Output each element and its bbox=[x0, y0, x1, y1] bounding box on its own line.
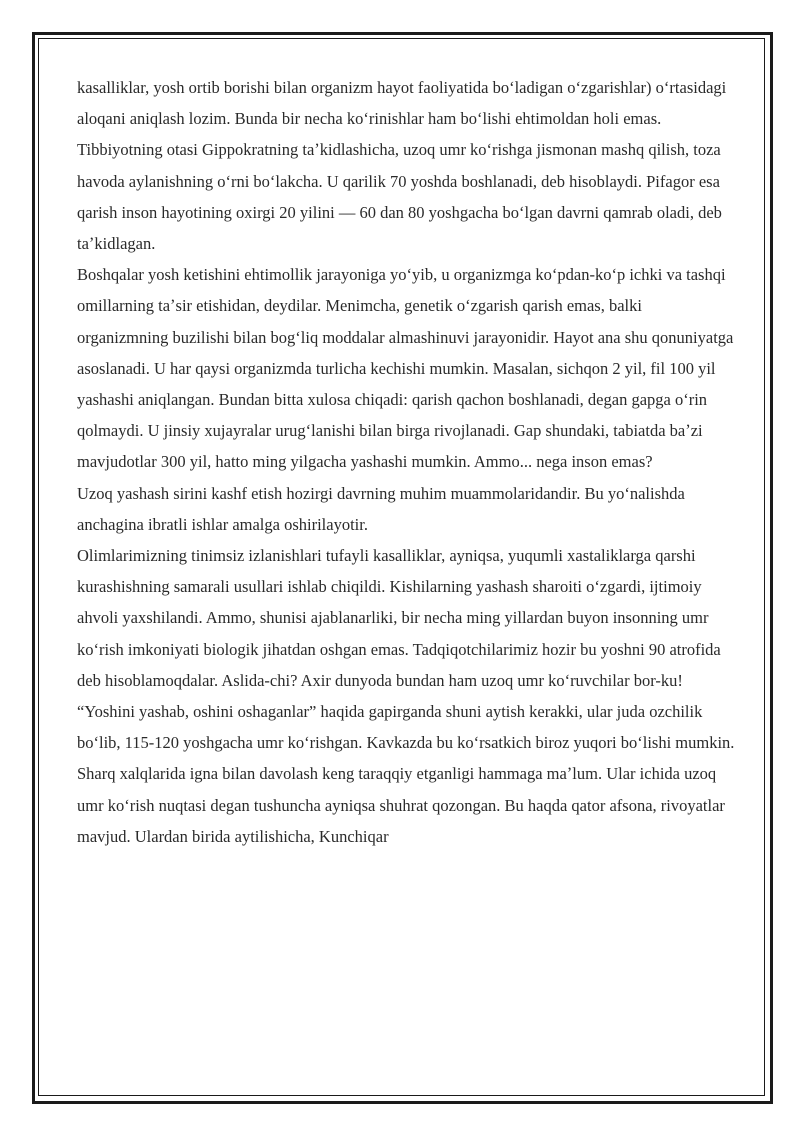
paragraph: Boshqalar yosh ketishini ehtimollik jarayoniga yoʻyib, u organizmga koʻpdan-koʻp ichki va tashqi omillarning taʼsir etishidan, deydilar. Menimcha, genetik oʻzgarish qarish emas, balki organizmning buzilishi bilan bogʻliq moddalar almashinuvi jarayonidir. Hayot ana shu qonuniyatga asoslanadi. U har qaysi organizmda turlicha kechishi mumkin. Masalan, sichqon 2 yil, fil 100 yil yashashi aniqlangan. Bundan bitta xulosa chiqadi: qarish qachon boshlanadi, degan gapga oʻrin qolmaydi. U jinsiy xujayralar urugʻlanishi bilan birga rivojlanadi. Gap shundaki, tabiatda baʼzi mavjudotlar 300 yil, hatto ming yilgacha yashashi mumkin. Ammo... nega inson emas? bbox=[77, 265, 734, 472]
paragraph: Olimlarimizning tinimsiz izlanishlari tufayli kasalliklar, ayniqsa, yuqumli xastaliklarga qarshi kurashishning samarali usullari ishlab chiqildi. Kishilarning yashash sharoiti oʻzgardi, ijtimoiy ahvoli yaxshilandi. Ammo, shunisi ajablanarliki, bir necha ming yillardan buyon insonning umr koʻrish imkoniyati biologik jihatdan oshgan emas. Tadqiqotchilarimiz hozir bu yoshni 90 atrofida deb hisoblamoqdalar. Aslida-chi? Axir dunyoda bundan ham uzoq umr koʻruvchilar bor-ku! bbox=[77, 546, 721, 690]
paragraph: Tibbiyotning otasi Gippokratning taʼkidlashicha, uzoq umr koʻrishga jismonan mashq qilish, toza havoda aylanishning oʻrni boʻlakcha. U qarilik 70 yoshda boshlanadi, deb hisoblaydi. Pifagor esa qarish inson hayotining oxirgi 20 yilini — 60 dan 80 yoshgacha boʻlgan davrni qamrab oladi, deb taʼkidlagan. bbox=[77, 140, 722, 254]
document-body bbox=[77, 72, 737, 852]
paragraph: Uzoq yashash sirini kashf etish hozirgi davrning muhim muammolaridandir. Bu yoʻnalishda anchagina ibratli ishlar amalga oshirilayotir. bbox=[77, 483, 685, 534]
paragraph: kasalliklar, yosh ortib borishi bilan organizm hayot faoliyatida boʻladigan oʻzgarishlar) oʻrtasidagi aloqani aniqlash lozim. Bunda bir necha koʻrinishlar ham boʻlishi ehtimoldan holi emas. bbox=[77, 78, 727, 129]
paragraph: “Yoshini yashab, oshini oshaganlar” haqida gapirganda shuni aytish kerakki, ular juda ozchilik boʻlib, 115-120 yoshgacha umr koʻrishgan. Kavkazda bu koʻrsatkich biroz yuqori boʻlishi mumkin. bbox=[77, 702, 735, 753]
paragraph: Sharq xalqlarida igna bilan davolash keng taraqqiy etganligi hammaga maʼlum. Ular ichida uzoq umr koʻrish nuqtasi degan tushuncha ayniqsa shuhrat qozongan. Bu haqda qator afsona, rivoyatlar mavjud. Ulardan birida aytilishicha, Kunchiqar bbox=[77, 764, 725, 846]
